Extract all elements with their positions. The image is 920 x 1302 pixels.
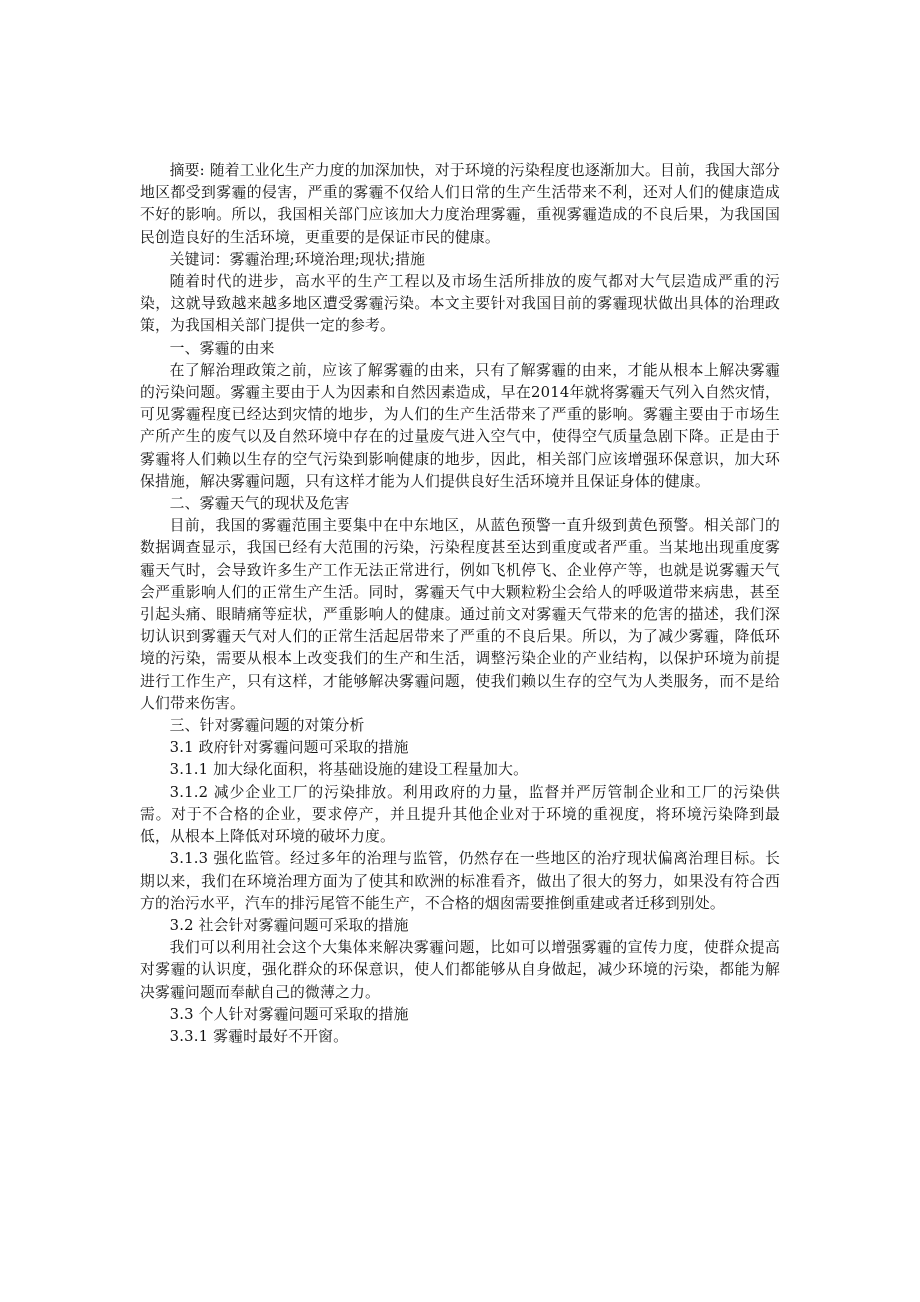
measure-3-1-1: 3.1.1 加大绿化面积，将基础设施的建设工程量加大。 [169,761,529,779]
section-heading-3: 三、针对雾霾问题的对策分析 [169,717,365,735]
section-heading-1: 一、雾霾的由来 [169,339,275,357]
abstract-paragraph: 摘要: 随着工业化生产力度的加深加快，对于环境的污染程度也逐渐加大。目前，我国大部分地区都受到雾霾的侵害，严重的雾霾不仅给人们日常的生产生活带来不利，还对人们的健康造成不好的影响。所以，我国相关部门应该加大力度治理雾霾，重视雾霾造成的不良后果，为我国国民创造良好的生活环境，更重要的是保证市民的健康。 [140,162,780,246]
measure-3-3-1: 3.3.1 雾霾时最好不开窗。 [169,1027,349,1045]
subsection-heading-3-3: 3.3 个人针对雾霾问题可采取的措施 [169,1005,409,1023]
subsection-heading-3-1: 3.1 政府针对雾霾问题可采取的措施 [169,739,409,757]
body-paragraph: 在了解治理政策之前，应该了解雾霾的由来，只有了解雾霾的由来，才能从根本上解决雾霾的污染问题。雾霾主要由于人为因素和自然因素造成，早在2014年就将雾霾天气列入自然灾情，可见雾霾程度已经达到灾情的地步，为人们的生产生活带来了严重的影响。雾霾主要由于市场生产所产生的废气以及自然环境中存在的过量废气进入空气中，使得空气质量急剧下降。正是由于雾霾将人们赖以生存的空气污染到影响健康的地步，因此，相关部门应该增强环保意识，加大环保措施，解决雾霾问题，只有这样才能为人们提供良好生活环境并且保证身体的健康。 [140,361,780,490]
keywords-paragraph: 关键词：雾霾治理;环境治理;现状;措施 [169,250,426,268]
intro-paragraph: 随着时代的进步，高水平的生产工程以及市场生活所排放的废气都对大气层造成严重的污染，这就导致越来越多地区遭受雾霾污染。本文主要针对我国目前的雾霾现状做出具体的治理政策，为我国相关部门提供一定的参考。 [140,273,780,335]
body-paragraph: 目前，我国的雾霾范围主要集中在中东地区，从蓝色预警一直升级到黄色预警。相关部门的数据调查显示，我国已经有大范围的污染，污染程度甚至达到重度或者严重。当某地出现重度雾霾天气时，会导致许多生产工作无法正常进行，例如飞机停飞、企业停产等，也就是说雾霾天气会严重影响人们的正常生产生活。同时，雾霾天气中大颗粒粉尘会给人的呼吸道带来病患，甚至引起头痛、眼睛痛等症状，严重影响人的健康。通过前文对雾霾天气带来的危害的描述，我们深切认识到雾霾天气对人们的正常生活起居带来了严重的不良后果。所以，为了减少雾霾，降低环境的污染，需要从根本上改变我们的生产和生活，调整污染企业的产业结构，以保护环境为前提进行工作生产，只有这样，才能够解决雾霾问题，使我们赖以生存的空气为人类服务，而不是给人们带来伤害。 [140,517,780,712]
subsection-heading-3-2: 3.2 社会针对雾霾问题可采取的措施 [169,916,409,934]
document-body [140,160,780,1048]
measure-3-1-2: 3.1.2 减少企业工厂的污染排放。利用政府的力量，监督并严厉管制企业和工厂的污染供需。对于不合格的企业，要求停产，并且提升其他企业对于环境的重视度，将环境污染降到最低，从根本上降低对环境的破坏力度。 [140,783,780,846]
body-paragraph: 我们可以利用社会这个大集体来解决雾霾问题，比如可以增强雾霾的宣传力度，使群众提高对雾霾的认识度，强化群众的环保意识，使人们都能够从自身做起，减少环境的污染，都能为解决雾霾问题而奉献自己的微薄之力。 [140,939,780,1001]
section-heading-2: 二、雾霾天气的现状及危害 [169,495,350,513]
measure-3-1-3: 3.1.3 强化监管。经过多年的治理与监管，仍然存在一些地区的治疗现状偏离治理目标。长期以来，我们在环境治理方面为了使其和欧洲的标准看齐，做出了很大的努力，如果没有符合西方的治污水平，汽车的排污尾管不能生产，不合格的烟囱需要推倒重建或者迁移到别处。 [140,850,780,912]
